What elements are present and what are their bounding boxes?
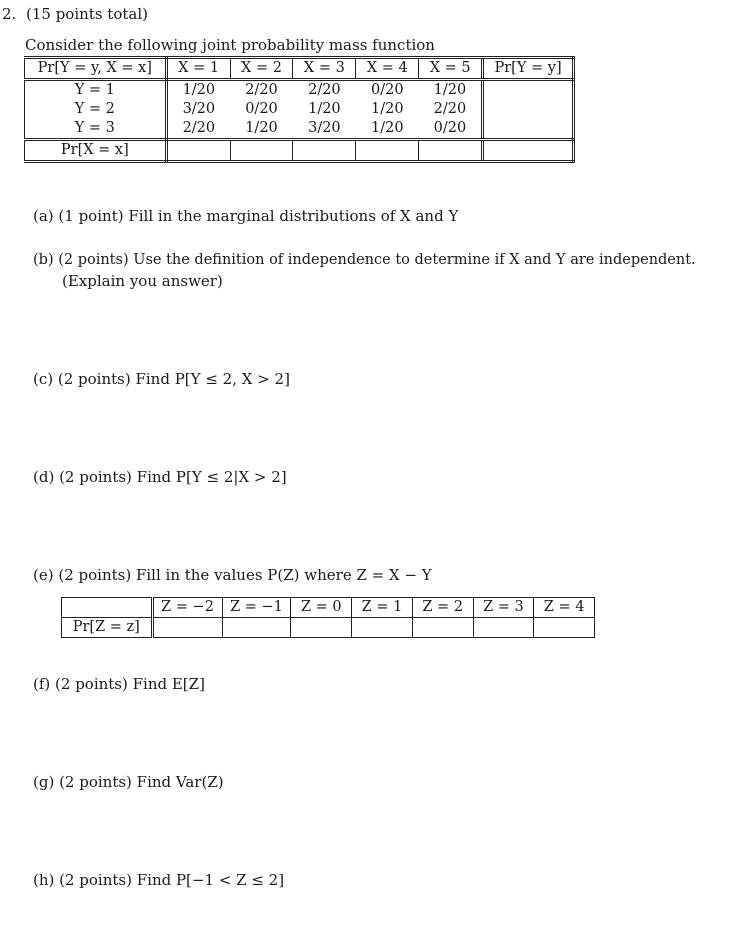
z-table bbox=[61, 597, 595, 638]
pmf-cell: 2/20 bbox=[166, 119, 230, 140]
pmf-cell: 0/20 bbox=[370, 82, 404, 98]
y-marginal-cell bbox=[483, 119, 574, 140]
part-c: (c) (2 points) Find P[Y ≤ 2, X > 2] bbox=[33, 370, 290, 388]
part-g: (g) (2 points) Find Var(Z) bbox=[33, 773, 224, 791]
pmf-cell: 2/20 bbox=[308, 82, 341, 98]
y-row-label: Y = 1 bbox=[25, 80, 167, 101]
pmf-table bbox=[24, 56, 575, 163]
x-marginal-row bbox=[25, 140, 574, 162]
part-h: (h) (2 points) Find P[−1 < Z ≤ 2] bbox=[33, 871, 285, 889]
pmf-row bbox=[25, 80, 574, 101]
z-cell bbox=[473, 618, 534, 638]
z-header: Z = 0 bbox=[291, 598, 352, 618]
y-marginal-cell bbox=[483, 100, 574, 119]
part-a: (a) (1 point) Fill in the marginal distributions of X and Y bbox=[33, 207, 459, 225]
z-header-row bbox=[62, 598, 595, 618]
x-header: X = 4 bbox=[356, 58, 419, 80]
part-d: (d) (2 points) Find P[Y ≤ 2|X > 2] bbox=[33, 468, 287, 486]
z-row-label: Pr[Z = z] bbox=[62, 618, 153, 638]
pmf-cell: 1/20 bbox=[356, 119, 419, 140]
question-header: (15 points total) bbox=[26, 5, 148, 23]
x-marginal-label: Pr[X = x] bbox=[25, 140, 167, 162]
pmf-cell: 3/20 bbox=[166, 100, 230, 119]
pmf-cell: 0/20 bbox=[245, 101, 278, 117]
z-header: Z = 4 bbox=[534, 598, 595, 618]
pmf-cell: 3/20 bbox=[293, 119, 356, 140]
y-marginal-header: Pr[Y = y] bbox=[483, 58, 574, 80]
x-marginal-cell bbox=[419, 140, 483, 162]
x-marginal-cell bbox=[356, 140, 419, 162]
pmf-cell: 2/20 bbox=[245, 82, 278, 98]
x-marginal-cell bbox=[230, 140, 293, 162]
pmf-cell: 1/20 bbox=[370, 101, 404, 117]
x-header: X = 2 bbox=[230, 58, 293, 80]
intro-text: Consider the following joint probability mass function bbox=[25, 36, 435, 54]
z-header: Z = −2 bbox=[152, 598, 222, 618]
part-b-continued: (Explain you answer) bbox=[62, 272, 223, 290]
x-marginal-corner-cell bbox=[483, 140, 574, 162]
pmf-cell: 2/20 bbox=[419, 100, 483, 119]
part-f: (f) (2 points) Find E[Z] bbox=[33, 675, 205, 693]
pmf-cell: 1/20 bbox=[419, 80, 483, 101]
pmf-row bbox=[25, 100, 574, 119]
pmf-corner-cell: Pr[Y = y, X = x] bbox=[25, 58, 167, 80]
x-header: X = 5 bbox=[419, 58, 483, 80]
z-corner-cell bbox=[62, 598, 153, 618]
z-cell bbox=[152, 618, 222, 638]
pmf-cell: 1/20 bbox=[308, 101, 341, 117]
pmf-header-row bbox=[25, 58, 574, 80]
z-cell bbox=[222, 618, 291, 638]
y-row-label: Y = 2 bbox=[25, 100, 167, 119]
z-cell bbox=[412, 618, 473, 638]
part-b: (b) (2 points) Use the definition of independence to determine if X and Y are independent. bbox=[33, 252, 696, 268]
x-marginal-cell bbox=[166, 140, 230, 162]
pmf-cell: 1/20 bbox=[230, 119, 293, 140]
z-value-row bbox=[62, 618, 595, 638]
y-row-label: Y = 3 bbox=[25, 119, 167, 140]
x-header: X = 1 bbox=[166, 58, 230, 80]
x-marginal-cell bbox=[293, 140, 356, 162]
question-number: 2. bbox=[2, 5, 17, 23]
z-cell bbox=[291, 618, 352, 638]
pmf-cell: 0/20 bbox=[419, 119, 483, 140]
x-header: X = 3 bbox=[293, 58, 356, 80]
pmf-cell: 1/20 bbox=[166, 80, 230, 101]
z-header: Z = −1 bbox=[222, 598, 291, 618]
y-marginal-cell bbox=[483, 80, 574, 101]
z-cell bbox=[352, 618, 413, 638]
z-header: Z = 3 bbox=[473, 598, 534, 618]
z-header: Z = 2 bbox=[412, 598, 473, 618]
pmf-row bbox=[25, 119, 574, 140]
z-cell bbox=[534, 618, 595, 638]
part-e: (e) (2 points) Fill in the values P(Z) where Z = X − Y bbox=[33, 566, 432, 584]
z-header: Z = 1 bbox=[352, 598, 413, 618]
